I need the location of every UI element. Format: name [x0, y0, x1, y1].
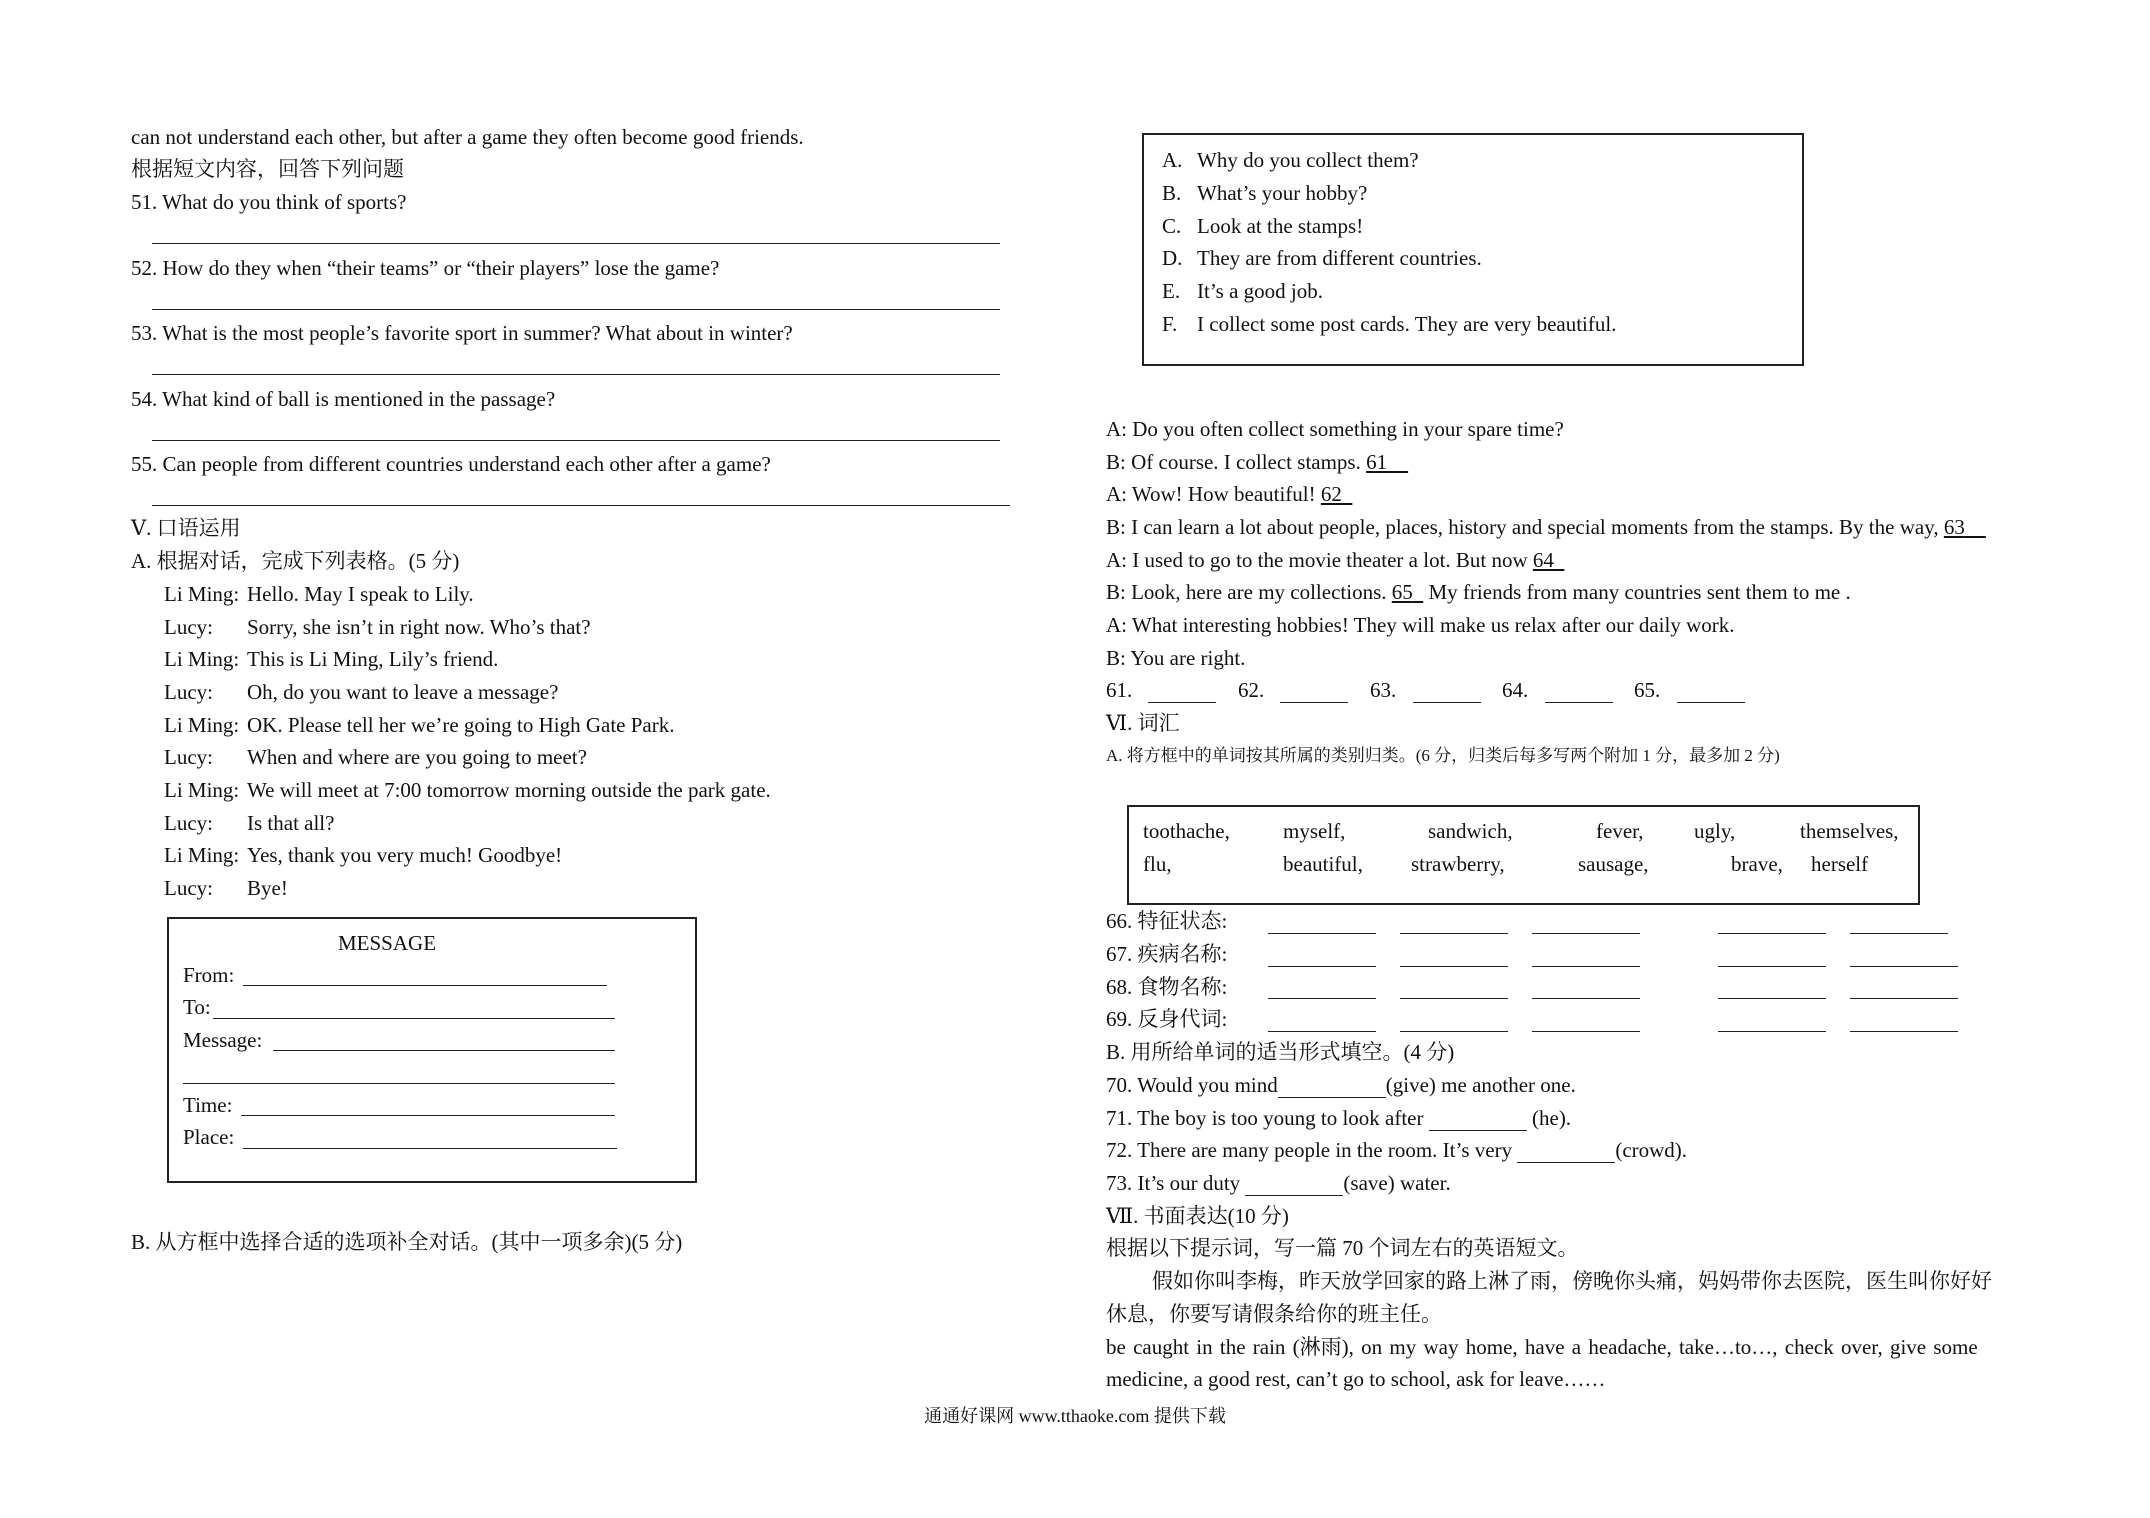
- dialogue-line: A: What interesting hobbies! They will make us relax after our daily work.: [1106, 613, 1735, 637]
- dialogue-line: B: You are right.: [1106, 646, 1246, 670]
- answer-blank-63[interactable]: [1413, 702, 1481, 703]
- answer-label-63: 63.: [1370, 678, 1397, 702]
- option-letter: D.: [1162, 246, 1183, 270]
- fill-text: 71. The boy is too young to look after: [1106, 1106, 1429, 1130]
- writing-instruction: 根据以下提示词，写一篇 70 个词左右的英语短文。: [1106, 1236, 1579, 1260]
- dialogue-line: OK. Please tell her we’re going to High Gate Park.: [247, 713, 675, 737]
- fill-blank-70[interactable]: [1278, 1077, 1386, 1098]
- answer-line-53[interactable]: [152, 374, 1000, 375]
- writing-prompt-line-1: 假如你叫李梅，昨天放学回家的路上淋了雨，傍晚你头痛，妈妈带你去医院，医生叫你好好: [1152, 1269, 1992, 1293]
- category-blank[interactable]: [1532, 966, 1640, 967]
- dialogue-text: A: Wow! How beautiful!: [1106, 482, 1321, 506]
- writing-prompt-line-2: 休息，你要写请假条给你的班主任。: [1106, 1302, 1442, 1326]
- answer-label-64: 64.: [1502, 678, 1529, 702]
- fill-text: (crowd).: [1615, 1138, 1688, 1162]
- word-item: sausage,: [1578, 852, 1649, 876]
- word-item: themselves,: [1800, 819, 1899, 843]
- fill-text: 73. It’s our duty: [1106, 1171, 1246, 1195]
- word-item: strawberry,: [1411, 852, 1505, 876]
- word-item: sandwich,: [1428, 819, 1513, 843]
- category-label: 69. 反身代词:: [1106, 1007, 1228, 1031]
- dialogue-speaker: Li Ming:: [164, 713, 240, 737]
- question-54: 54. What kind of ball is mentioned in the passage?: [131, 387, 556, 411]
- option-text: I collect some post cards. They are very beautiful.: [1197, 312, 1617, 336]
- option-letter: F.: [1162, 312, 1178, 336]
- dialogue-line: When and where are you going to meet?: [247, 745, 587, 769]
- dialogue-text: A: I used to go to the movie theater a lot. But now: [1106, 548, 1533, 572]
- dialogue-speaker: Li Ming:: [164, 778, 240, 802]
- category-label: 67. 疾病名称:: [1106, 942, 1228, 966]
- blank-64-space: [1554, 548, 1565, 572]
- section-7-title: Ⅶ. 书面表达(10 分): [1106, 1204, 1289, 1228]
- writing-hints-line-2: medicine, a good rest, can’t go to school, ask for leave……: [1106, 1367, 1606, 1391]
- category-blank[interactable]: [1268, 933, 1376, 934]
- option-letter: C.: [1162, 214, 1182, 238]
- blank-61[interactable]: 61: [1366, 450, 1388, 474]
- dialogue-line: Yes, thank you very much! Goodbye!: [247, 843, 563, 867]
- category-blank[interactable]: [1718, 998, 1826, 999]
- option-text: They are from different countries.: [1197, 246, 1482, 270]
- option-letter: E.: [1162, 279, 1181, 303]
- fill-text: (save) water.: [1343, 1171, 1451, 1195]
- dialogue-text-after: My friends from many countries sent them to me .: [1423, 580, 1851, 604]
- option-text: What’s your hobby?: [1197, 181, 1368, 205]
- blank-64[interactable]: 64: [1532, 548, 1554, 572]
- fill-text: 72. There are many people in the room. It’s very: [1106, 1138, 1518, 1162]
- message-time-label: Time:: [183, 1093, 233, 1117]
- category-blank[interactable]: [1400, 1031, 1508, 1032]
- message-message-label: Message:: [183, 1028, 263, 1052]
- message-from-field[interactable]: [243, 985, 607, 986]
- passage-end-line: can not understand each other, but after a game they often become good friends.: [131, 125, 804, 149]
- message-to-field[interactable]: [213, 1018, 615, 1019]
- message-time-field[interactable]: [241, 1115, 615, 1116]
- answer-label-62: 62.: [1238, 678, 1265, 702]
- word-item: herself: [1811, 852, 1869, 876]
- blank-63[interactable]: 63: [1943, 515, 1965, 539]
- answer-line-52[interactable]: [152, 309, 1000, 310]
- category-blank[interactable]: [1400, 933, 1508, 934]
- dialogue-line: [1106, 547, 1564, 573]
- dialogue-line: [1106, 481, 1352, 507]
- blank-63-space: [1965, 515, 1986, 539]
- message-to-label: To:: [183, 995, 211, 1019]
- dialogue-line: [1106, 514, 1986, 540]
- message-place-label: Place:: [183, 1125, 235, 1149]
- dialogue-speaker: Li Ming:: [164, 647, 240, 671]
- dialogue-speaker: Lucy:: [164, 680, 213, 704]
- question-51: 51. What do you think of sports?: [131, 190, 407, 214]
- question-52: 52. How do they when “their teams” or “their players” lose the game?: [131, 256, 720, 280]
- category-label: 68. 食物名称:: [1106, 975, 1228, 999]
- category-blank[interactable]: [1850, 966, 1958, 967]
- word-item: flu,: [1143, 852, 1172, 876]
- category-blank[interactable]: [1850, 933, 1948, 934]
- category-blank[interactable]: [1268, 966, 1376, 967]
- answer-line-55[interactable]: [152, 505, 1010, 506]
- fill-73: [1106, 1170, 1451, 1196]
- blank-62-space: [1342, 482, 1353, 506]
- category-blank[interactable]: [1532, 1031, 1640, 1032]
- category-blank[interactable]: [1268, 998, 1376, 999]
- category-blank[interactable]: [1850, 998, 1958, 999]
- blank-61-space: [1387, 450, 1408, 474]
- fill-text: 70. Would you mind: [1106, 1073, 1278, 1097]
- option-letter: A.: [1162, 148, 1183, 172]
- dialogue-line: A: Do you often collect something in your spare time?: [1106, 417, 1564, 441]
- vocab-b-title: B. 用所给单词的适当形式填空。(4 分): [1106, 1040, 1455, 1064]
- answer-label-65: 65.: [1634, 678, 1661, 702]
- fill-text: (give) me another one.: [1385, 1073, 1576, 1097]
- reading-instruction: 根据短文内容，回答下列问题: [131, 157, 404, 181]
- dialogue-line: [1106, 449, 1408, 475]
- dialogue-text: B: I can learn a lot about people, places, history and special moments from the stamps. By the way,: [1106, 515, 1944, 539]
- word-item: beautiful,: [1283, 852, 1363, 876]
- part-b-title: B. 从方框中选择合适的选项补全对话。(其中一项多余)(5 分): [131, 1230, 683, 1254]
- blank-65-space: [1413, 580, 1424, 604]
- dialogue-line: Hello. May I speak to Lily.: [247, 582, 474, 606]
- category-blank[interactable]: [1718, 1031, 1826, 1032]
- category-label: 66. 特征状态:: [1106, 909, 1228, 933]
- dialogue-line: This is Li Ming, Lily’s friend.: [247, 647, 499, 671]
- dialogue-line: Bye!: [247, 876, 288, 900]
- word-item: brave,: [1731, 852, 1783, 876]
- word-item: toothache,: [1143, 819, 1230, 843]
- answer-line-54[interactable]: [152, 440, 1000, 441]
- dialogue-speaker: Lucy:: [164, 745, 213, 769]
- category-blank[interactable]: [1268, 1031, 1376, 1032]
- fill-blank-73[interactable]: [1245, 1175, 1343, 1196]
- fill-72: [1106, 1137, 1687, 1163]
- message-place-field[interactable]: [243, 1148, 617, 1149]
- option-text: It’s a good job.: [1197, 279, 1323, 303]
- blank-62[interactable]: 62: [1320, 482, 1342, 506]
- answer-line-51[interactable]: [152, 243, 1000, 244]
- dialogue-text: B: Look, here are my collections.: [1106, 580, 1392, 604]
- message-message-field[interactable]: [273, 1050, 615, 1051]
- vocab-a-instruction: A. 将方框中的单词按其所属的类别归类。(6 分，归类后每多写两个附加 1 分，最多加 2 分): [1106, 746, 1780, 765]
- fill-blank-71[interactable]: [1429, 1110, 1527, 1131]
- dialogue-speaker: Lucy:: [164, 615, 213, 639]
- category-blank[interactable]: [1400, 998, 1508, 999]
- word-item: myself,: [1283, 819, 1346, 843]
- question-53: 53. What is the most people’s favorite sport in summer? What about in winter?: [131, 321, 793, 345]
- answer-blank-65[interactable]: [1677, 702, 1745, 703]
- word-item: fever,: [1596, 819, 1644, 843]
- fill-blank-72[interactable]: [1517, 1142, 1615, 1163]
- part-a-title: A. 根据对话，完成下列表格。(5 分): [131, 549, 460, 573]
- category-blank[interactable]: [1718, 966, 1826, 967]
- category-blank[interactable]: [1532, 998, 1640, 999]
- message-from-label: From:: [183, 963, 235, 987]
- category-blank[interactable]: [1532, 933, 1640, 934]
- fill-text: (he).: [1526, 1106, 1572, 1130]
- question-55: 55. Can people from different countries understand each other after a game?: [131, 452, 771, 476]
- dialogue-speaker: Lucy:: [164, 811, 213, 835]
- dialogue-speaker: Li Ming:: [164, 843, 240, 867]
- dialogue-text: B: Of course. I collect stamps.: [1106, 450, 1367, 474]
- fill-70: [1106, 1072, 1576, 1098]
- answer-blank-62[interactable]: [1280, 702, 1348, 703]
- option-letter: B.: [1162, 181, 1182, 205]
- fill-71: [1106, 1105, 1571, 1131]
- category-blank[interactable]: [1718, 933, 1826, 934]
- writing-hints-line-1: be caught in the rain (淋雨), on my way home, have a headache, take…to…, check over, give some: [1106, 1335, 1978, 1359]
- dialogue-line: Oh, do you want to leave a message?: [247, 680, 559, 704]
- word-item: ugly,: [1694, 819, 1736, 843]
- section-6-title: Ⅵ. 词汇: [1106, 711, 1180, 735]
- category-blank[interactable]: [1850, 1031, 1958, 1032]
- dialogue-speaker: Lucy:: [164, 876, 213, 900]
- answer-label-61: 61.: [1106, 678, 1133, 702]
- dialogue-line: Is that all?: [247, 811, 335, 835]
- section-5-title: Ⅴ. 口语运用: [131, 516, 241, 540]
- dialogue-line: [1106, 579, 1851, 605]
- option-text: Look at the stamps!: [1197, 214, 1364, 238]
- dialogue-line: We will meet at 7:00 tomorrow morning outside the park gate.: [247, 778, 771, 802]
- blank-65[interactable]: 65: [1391, 580, 1413, 604]
- page-footer: 通通好课网 www.tthaoke.com 提供下载: [924, 1406, 1226, 1426]
- message-message-field-2[interactable]: [183, 1083, 615, 1084]
- category-blank[interactable]: [1400, 966, 1508, 967]
- dialogue-speaker: Li Ming:: [164, 582, 240, 606]
- answer-blank-61[interactable]: [1148, 702, 1216, 703]
- message-form-title: MESSAGE: [338, 931, 437, 955]
- option-text: Why do you collect them?: [1197, 148, 1419, 172]
- dialogue-line: Sorry, she isn’t in right now. Who’s that?: [247, 615, 591, 639]
- answer-blank-64[interactable]: [1545, 702, 1613, 703]
